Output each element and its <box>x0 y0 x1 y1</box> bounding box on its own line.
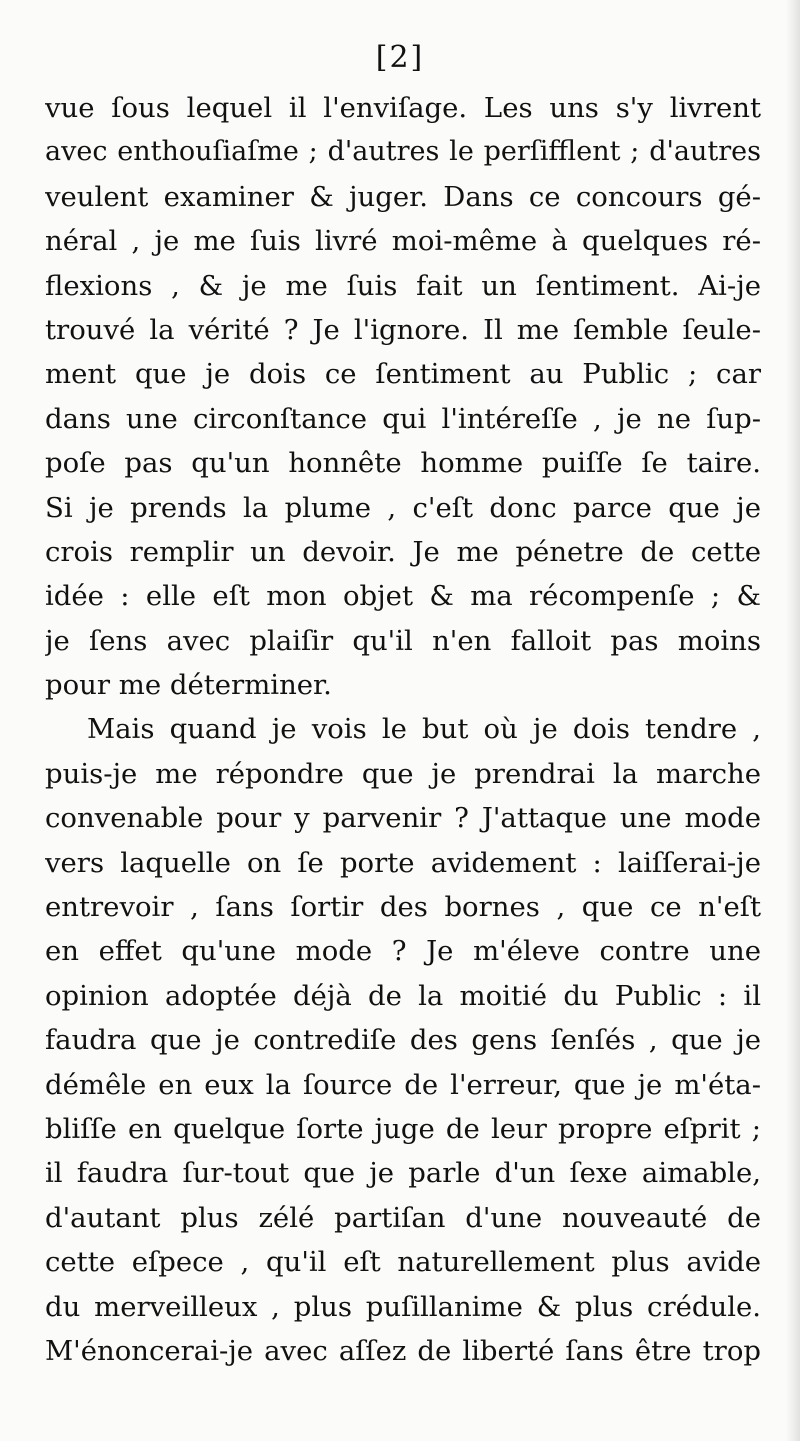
text-line: il faudra ſur-tout que je parle d'un ſexe aimable, <box>45 1157 761 1190</box>
text-line: flexions , & je me ſuis fait un ſentiment. Ai-je <box>45 269 761 302</box>
text-line: trouvé la vérité ? Je l'ignore. Il me ſemble ſeule- <box>45 313 761 346</box>
page-number: [2] <box>375 40 425 75</box>
text-line: vers laquelle on ſe porte avidement : laiſſerai-je <box>45 846 761 879</box>
text-line: faudra que je contrediſe des gens ſenſés , que je <box>45 1024 761 1057</box>
page-edge-shadow <box>786 0 800 1441</box>
text-line: veulent examiner & juger. Dans ce concours gé- <box>45 180 761 213</box>
text-line: pour me déterminer. <box>45 669 332 702</box>
text-line: vue ſous lequel il l'enviſage. Les uns s'y livrent <box>45 92 761 124</box>
text-line: d'autant plus zélé partiſan d'une nouveauté de <box>45 1201 761 1234</box>
text-line: crois remplir un devoir. Je me pénetre de cette <box>45 535 761 568</box>
paragraph-2 <box>45 707 761 1373</box>
paragraph-1 <box>45 86 761 707</box>
text-line: opinion adoptée déjà de la moitié du Public : il <box>45 979 761 1012</box>
text-line: je ſens avec plaiſir qu'il n'en falloit pas moins <box>45 624 761 657</box>
text-line: entrevoir , ſans ſortir des bornes , que ce n'eſt <box>45 891 761 924</box>
text-line: bliſſe en quelque ſorte juge de leur propre eſprit ; <box>45 1112 761 1145</box>
text-line: avec enthouſiaſme ; d'autres le perſifflent ; d'autres <box>45 136 761 168</box>
text-line: idée : elle eſt mon objet & ma récompenſe ; & <box>45 580 761 613</box>
text-line: poſe pas qu'un honnête homme puiſſe ſe taire. <box>45 447 761 480</box>
text-line: convenable pour y parvenir ? J'attaque une mode <box>45 802 761 835</box>
text-line: puis-je me répondre que je prendrai la marche <box>45 757 761 790</box>
text-line: du merveilleux , plus puſillanime & plus crédule. <box>45 1290 761 1323</box>
text-line: ment que je dois ce ſentiment au Public ; car <box>45 358 761 391</box>
text-line: Mais quand je vois le but où je dois tendre , <box>87 713 761 746</box>
text-line: néral , je me ſuis livré moi-même à quelques ré- <box>45 225 761 258</box>
text-line: démêle en eux la ſource de l'erreur, que je m'éta- <box>45 1068 761 1101</box>
text-line: dans une circonſtance qui l'intéreſſe , je ne ſup- <box>45 402 761 435</box>
text-line: M'énoncerai-je avec aſſez de liberté ſans être trop <box>45 1334 761 1367</box>
text-line: en effet qu'une mode ? Je m'éleve contre une <box>45 935 761 968</box>
text-line: Si je prends la plume , c'eſt donc parce que je <box>45 491 761 524</box>
text-line: cette eſpece , qu'il eſt naturellement plus avide <box>45 1246 761 1279</box>
body-text <box>45 86 761 1373</box>
